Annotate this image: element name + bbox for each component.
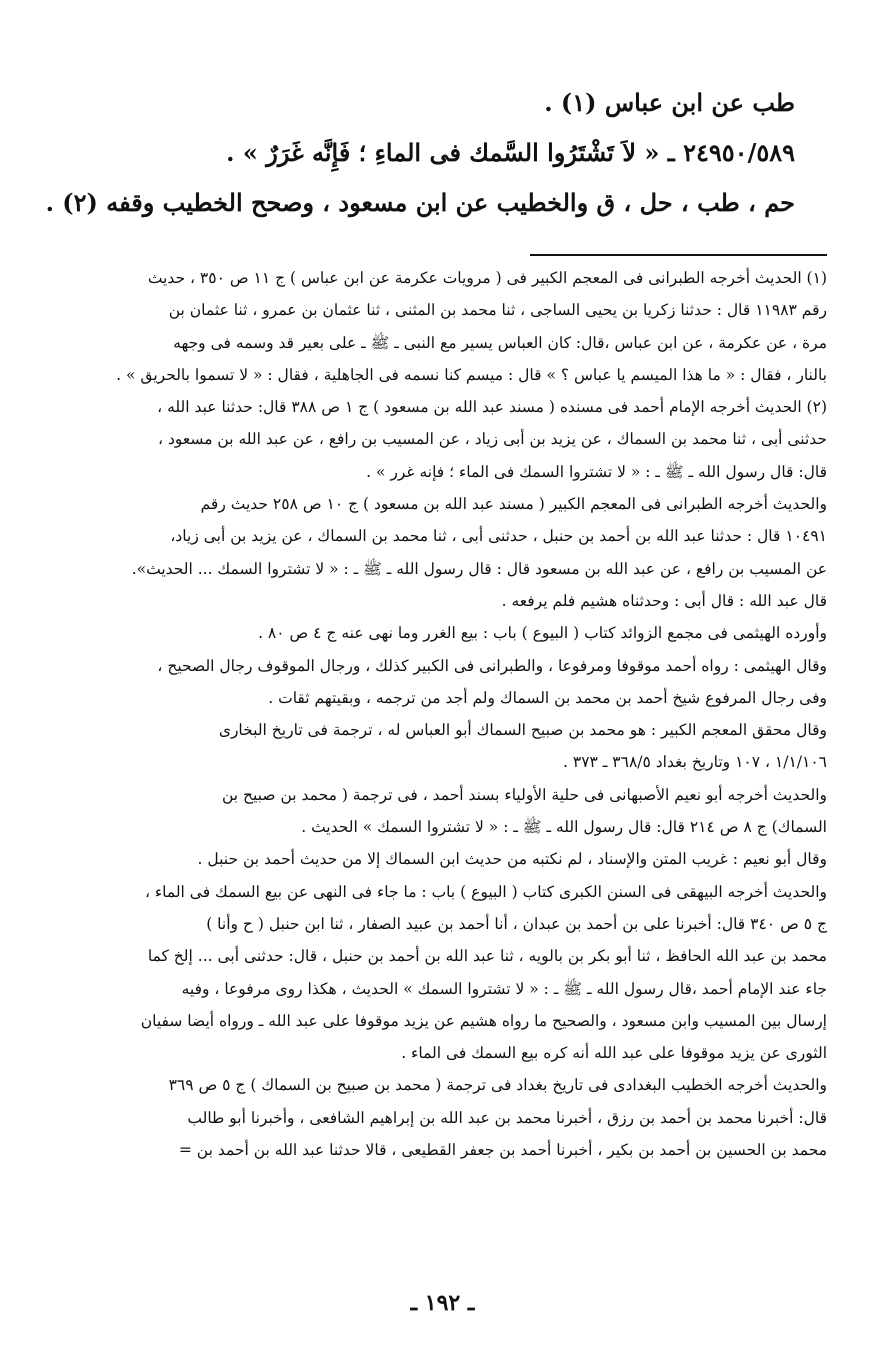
footnote-line: ١/١/١٠٦ ، ١٠٧ وتاريخ بغداد ٣٦٨/٥ ـ ٣٧٣ . [563, 753, 827, 772]
footnote-line: الثورى عن يزيد موقوفا على عبد الله أنه كره بيع السمك فى الماء . [401, 1044, 827, 1063]
footnote-line: محمد بن الحسين بن أحمد بن بكير ، أخبرنا أحمد بن جعفر القطيعى ، قالا حدثنا عبد الله بن أحمد بن = [178, 1141, 827, 1160]
footnote-line: وأورده الهيثمى فى مجمع الزوائد كتاب ( البيوع ) باب : بيع الغرر وما نهى عنه ج ٤ ص ٨٠ . [258, 624, 827, 643]
main-line-2: ٢٤٩٥٠/٥٨٩ ـ « لاَ تَشْتَرُوا السَّمك فى الماءِ ؛ فَإِنَّه غَرَرٌ » . [226, 138, 795, 167]
footnote-line: ج ٥ ص ٣٤٠ قال: أخبرنا على بن أحمد بن عبدان ، أنا أحمد بن عبيد الصفار ، ثنا ابن حنبل ( ح وأنا ) [206, 914, 827, 933]
footnote-line: ١٠٤٩١ قال : حدثنا عبد الله بن أحمد بن حنبل ، حدثنى أبى ، ثنا محمد بن السماك ، عن يزيد بن أبى زياد، [170, 527, 827, 546]
footnote-line: والحديث أخرجه الخطيب البغدادى فى تاريخ بغداد فى ترجمة ( محمد بن صبيح بن السماك ) ج ٥ ص ٣٦٩ [168, 1076, 827, 1095]
footnote-line: والحديث أخرجه البيهقى فى السنن الكبرى كتاب ( البيوع ) باب : ما جاء فى النهى عن بيع السمك فى الماء ، [144, 882, 827, 901]
footnote-line: وقال محقق المعجم الكبير : هو محمد بن صبيح السماك أبو العباس له ، ترجمة فى تاريخ البخارى [218, 721, 827, 740]
page-number: ـ ١٩٢ ـ [410, 1290, 475, 1316]
main-line-1: طب عن ابن عباس (١) . [544, 88, 795, 117]
footnote-line: وقال الهيثمى : رواه أحمد موقوفا ومرفوعا ، والطبرانى فى الكبير كذلك ، ورجال الموقوف رجال الصحيح ، [157, 656, 827, 675]
hadith-main-text [45, 78, 795, 228]
footnote-line: قال: قال رسول الله ـ ﷺ ـ : « لا تشتروا السمك فى الماء ؛ فإنه غرر » . [366, 462, 827, 481]
footnote-line: (٢) الحديث أخرجه الإمام أحمد فى مسنده ( مسند عبد الله بن مسعود ) ج ١ ص ٣٨٨ قال: حدثنا عبد الله ، [157, 398, 827, 417]
footnote-line: إرسال بين المسيب وابن مسعود ، والصحيح ما رواه هشيم عن يزيد موقوفا على عبد الله ـ ورواه أيضا سفيان [140, 1011, 827, 1030]
footnotes [42, 262, 827, 1166]
footnote-line: السماك) ج ٨ ص ٢١٤ قال: قال رسول الله ـ ﷺ ـ : « لا تشتروا السمك » الحديث . [301, 818, 827, 837]
footnote-line: مرة ، عن عكرمة ، عن ابن عباس ،قال: كان العباس يسير مع النبى ـ ﷺ ـ على بعير قد وسمه فى وجهه [173, 333, 827, 352]
footnote-line: (١) الحديث أخرجه الطبرانى فى المعجم الكبير فى ( مرويات عكرمة عن ابن عباس ) ج ١١ ص ٣٥٠ ، حديث [147, 269, 827, 287]
main-line-3: حم ، طب ، حل ، ق والخطيب عن ابن مسعود ، وصحح الخطيب وقفه (٢) . [45, 188, 795, 217]
footnote-line: جاء عند الإمام أحمد ،قال رسول الله ـ ﷺ ـ : « لا تشتروا السمك » الحديث ، هكذا روى مرفوعا ، وفيه [181, 979, 827, 998]
footnote-line: قال عبد الله : قال أبى : وحدثناه هشيم فلم يرفعه . [501, 591, 827, 610]
footnote-line: والحديث أخرجه الطبرانى فى المعجم الكبير ( مسند عبد الله بن مسعود ) ج ١٠ ص ٢٥٨ حديث رقم [200, 495, 827, 514]
footnote-line: عن المسيب بن رافع ، عن عبد الله بن مسعود قال : قال رسول الله ـ ﷺ ـ : « لا تشتروا السمك ... الحديث». [131, 559, 827, 578]
footnote-line: محمد بن عبد الله الحافظ ، ثنا أبو بكر بن بالويه ، ثنا عبد الله بن أحمد بن حنبل ، قال: حدثنى أبى ... إلخ كما [147, 947, 827, 966]
footnote-line: رقم ١١٩٨٣ قال : حدثنا زكريا بن يحيى الساجى ، ثنا محمد بن المثنى ، ثنا عثمان بن عمرو ، ثنا عثمان بن [168, 301, 827, 320]
footnote-line: حدثنى أبى ، ثنا محمد بن السماك ، عن يزيد بن أبى زياد ، عن المسيب بن رافع ، عن عبد الله بن مسعود ، [158, 430, 827, 449]
footnote-line: قال: أخبرنا محمد بن أحمد بن رزق ، أخبرنا محمد بن عبد الله بن إبراهيم الشافعى ، وأخبرنا أبو طالب [187, 1108, 827, 1127]
footnote-line: وفى رجال المرفوع شيخ أحمد بن محمد بن السماك ولم أجد من ترجمه ، وبقيتهم ثقات . [268, 688, 827, 707]
footnote-line: وقال أبو نعيم : غريب المتن والإسناد ، لم نكتبه من حديث ابن السماك إلا من حديث أحمد بن حنبل . [197, 850, 827, 869]
footnote-line: والحديث أخرجه أبو نعيم الأصبهانى فى حلية الأولياء بسند أحمد ، فى ترجمة ( محمد بن صبيح بن [221, 785, 827, 804]
footnote-line: بالنار ، فقال : « ما هذا الميسم يا عباس ؟ » قال : ميسم كنا نسمه فى الجاهلية ، فقال : « لا تسموا بالحريق » . [116, 365, 827, 384]
footnote-divider [530, 254, 827, 256]
